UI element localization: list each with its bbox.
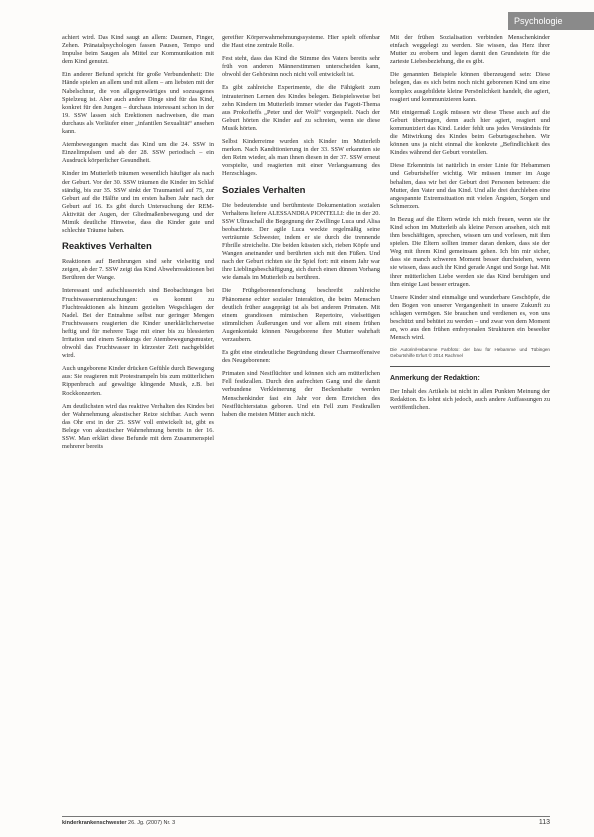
paragraph: Die genannten Beispiele können überzeugend sein: Diese belegen, das es sich beim noch nicht geborenen Kind um eine komplex ausgebildete kleine Persönlichkeit handelt, die agiert, reagiert und kommunizieren kann. [390,71,550,103]
paragraph: Es gibt zahlreiche Experimente, die die Fähigkeit zum intrauterinen Lernen des Kindes belegen. Beispielsweise bei zehn Kindern im Mutterleib immer wieder das Fagott-Thema aus Prokofieffs „Peter und der Wolf“ vorgespielt. Nach der Geburt hörten die Kinder auf zu schreien, wenn sie diese Musik hörten. [222,84,380,132]
paragraph: achiert wird. Das Kind saugt an allem: Daumen, Finger, Zehen. Pränatalpsychologen fassen Pausen, Tempo und Impulse beim Saugen als Mittel zur Kommunikation mit dem Kind genutzt. [62,34,214,66]
paragraph: Kinder im Mutterleib träumen wesentlich häufiger als nach der Geburt. Vor der 30. SSW träumen die Kinder im Schlaf ständig, bis zur 35. SSW sinkt der Traumanteil auf 75, zur Geburt auf die Hälfte und im ersten halben Jahr nach der Geburt auf 16. Es gibt durch Untersuchung der REM-Aktivität der Augen, der Gliedmaßenbewegung und der Mimik deutliche Hinweise, dass die Kinder gute und schlechte Träume haben. [62,170,214,235]
paragraph: Atembewegungen macht das Kind um die 24. SSW in Einzelimpulsen und ab der 28. SSW periodisch – ein Ausdruck körperlicher Gesundheit. [62,141,214,165]
paragraph: Ein anderer Befund spricht für große Verbundenheit: Die Hände spielen an allem und mit allem – am liebsten mit der Nabelschnur, die von allgegenwärtiges und sozusagenes Spielzeug ist. Aber auch andere Dinge sind für das Kind, konkret für den Jungen – durchaus interessant schon in der 19. SSW lassen sich Erektionen nachweisen, die man durchaus als Vorläufer einer „infantilen Sexualität“ ansehen kann. [62,71,214,136]
paragraph: gereifter Körperwahrnehmungssysteme. Hier spielt offenbar die Haut eine zentrale Rolle. [222,34,380,50]
paragraph: In Bezug auf die Eltern würde ich mich freuen, wenn sie ihr Kind schon im Mutterleib als kleine Person ansehen, sich mit ihm beschäftigen, sprechen, wissen um und vorlesen, mit ihm spielen. Die Eltern sollten immer daran denken, dass sie der Weg mit ihrem Kind gemeinsam gehen. Ich bin mir sicher, dass sie manch schweren Moment besser durchstehen, wenn sie wissen, dass auch ihr Kind gerade Angst und Sorge hat. Mit ihrer mütterlichen Liebe werden sie das Kind beruhigen und ihm einige Last besser ertragen. [390,215,550,288]
section-title: Psychologie [514,16,563,26]
paragraph: Interessant und aufschlussreich sind Beobachtungen bei Fruchtwasseruntersuchungen: es kommt zu Fluchtreaktionen als hinzum gezielten Wegschlagen der Nadel. Bei der Entnahme selbst nur geringer Mengen Fruchtwassers reagierten die Kinder unerklärlicherweise heftig und für mehrere Tage mit einer bis zu blessierten Irritation und einem Senkungs der Atembewegungsmuster, obwohl das Fruchtwasser in kürzester Zeit nachgebildet wird. [62,287,214,360]
paragraph: Mit der frühen Sozialisation verbinden Menschenkinder einfach weggelegt zu werden. Sie wissen, das Herz ihrer Mutter zu erobern und legen damit den Grundstein für die zarteste Liebesbeziehung, die es gibt. [390,34,550,66]
paragraph: Es gibt eine eindeutliche Begründung dieser Charmeoffensive des Neugeborenen: [222,349,380,365]
paragraph: Unsere Kinder sind einmalige und wunderbare Geschöpfe, die den Bogen von unserer Vergangenheit in unsere Zukunft zu schlagen vermögen. Sie brauchen und verdienen es, von uns beschützt und behütet zu werden – und zwar von dem Moment an, wo aus den frühen embryonalen Strukturen ein beseelter Mensch wird. [390,293,550,342]
footer-divider [62,816,550,817]
column-3 [390,34,550,417]
section-header [508,12,594,30]
section-heading: Soziales Verhalten [222,184,306,196]
paragraph: Fest steht, dass das Kind die Stimme des Vaters bereits sehr früh von anderen Männerstimmen unterscheiden kann, obwohl der Gehörsinn noch nicht voll entwickelt ist. [222,55,380,79]
paragraph: Selbst Kinderreime wurden sich Kinder im Mutterleib merken. Nach Kanditionierung in der 33. SSW erkannten sie den Reim wieder, als man ihnen diesen in der 37. SSW erneut vorspielte, und reagierten mit einer Verlangsamung des Herzschlages. [222,138,380,178]
paragraph: Primaten sind Nestflüchter und können sich am mütterlichen Fell festkrallen. Durch den aufrechten Gang und die damit verbundene Verkleinerung der Beckenhatte werden Menschenkinder fast ein Jahr vor dem Erreichen des Nestflüchterstatus geboren. Und ein Fell zum Festkrallen haben die meisten Mütter auch nicht. [222,370,380,418]
publication-info [62,820,175,826]
paragraph: Am deutlichsten wird das reaktive Verhalten des Kindes bei der Wahrnehmung akustischer Reize sichtbar. Auch wenn das Ohr erst in der 25. SSW voll entwickelt ist, gibt es Belege von akustischer Wahrnehmung bereits in der 16. SSW. Man erklärt diese Befunde mit dem Zusammenspiel mehrerer bereits [62,402,214,451]
editorial-note-text: Der Inhalt des Artikels ist nicht in allen Punkten Meinung der Redaktion. Es lohnt sich jedoch, auch andere Auffassungen zu veröffentlichen. [390,387,550,411]
paragraph: Mit einigermaß Logik müssen wir diese These auch auf die Geburt übertragen, denn auch hier agiert, reagiert und kommuniziert das Kind. Leider fehlt uns jedes Verständnis für die Mitwirkung des Kindes beim Geburtsgeschehen. Wir können uns ja nicht einmal die konkrete „Befindlichkeit des Kindes während der Geburt vorstellen. [390,108,550,157]
issue-info: 26. Jg. (2007) Nr. 3 [128,820,176,826]
paragraph: Die bedeutendste und berühmteste Dokumentation sozialen Verhaltens liefere ALESSANDRA PIONTELLI: die in der 20. SSW Ultraschall die Begegnung der Zwillinge Luca und Alisa beobachtete. Der agile Luca weckte regelmäßig seine verträumte Schwester, indem er sie durch die trennende Fibrille streichelte. Die beiden küssten sich, rieben Köpfe und Wangen aneinander und berührten sich mit den Füßen. Und nach der Geburt richten sie ihr Spiel fort: mit einem Jahr war ihre Lieblingsbeschäftigung, sich durch einen dünnen Vorhang wie damals im Mutterleib zu berühren. [222,201,380,282]
paragraph: Auch ungeborene Kinder drücken Gefühle durch Bewegung aus: Sie reagieren mit Protestrampeln bis zum mütterlichen Rippenbruch auf gewaltige klingende Musik, z.B. bei Rockkonzerten. [62,365,214,397]
column-2 [222,34,380,424]
column-1 [62,34,214,456]
paragraph: Diese Erkenntnis ist natürlich in erster Linie für Hebammen und Geburtshelfer wichtig. Wir müssen immer im Auge behalten, dass wir bei der Geburt drei Personen betreuen: die Mutter, den Vater und das Kind. Und alle drei durchleben eine angespannte Extremsituation mit vielen Ängsten, Sorgen und Schmerzen. [390,162,550,210]
section-heading: Reaktives Verhalten [62,241,152,253]
author-note: Die Autorin/Hebamme Farbfoto: der bau für Hebamme und Tübingen Geburtshilfe Erfurt © 2014 Rachmel [390,347,550,358]
page-number: 113 [538,819,550,826]
editorial-note-title: Anmerkung der Redaktion: [390,375,480,383]
paragraph: Reaktionen auf Berührungen sind sehr vielseitig und zeigen, ab der 7. SSW zeigt das Kind Abwehrreaktionen bei Berühren der Wange. [62,258,214,282]
paragraph: Die Frühgeborenenforschung beschreibt zahlreiche Phänomene echter sozialer Interaktion, die beim Menschen deutlich früher ausgeprägt ist als bei anderen Primaten. Mit einem grandiosen mimischen Repertoire, vielseitigen stimmlichen Äußerungen und vor allem mit einem frühen Augenkontakt können Neugeborene ihre Mutter wahrhaft verzaubern. [222,287,380,343]
publication-name: kinderkrankenschwester [62,820,127,826]
divider [390,366,550,367]
